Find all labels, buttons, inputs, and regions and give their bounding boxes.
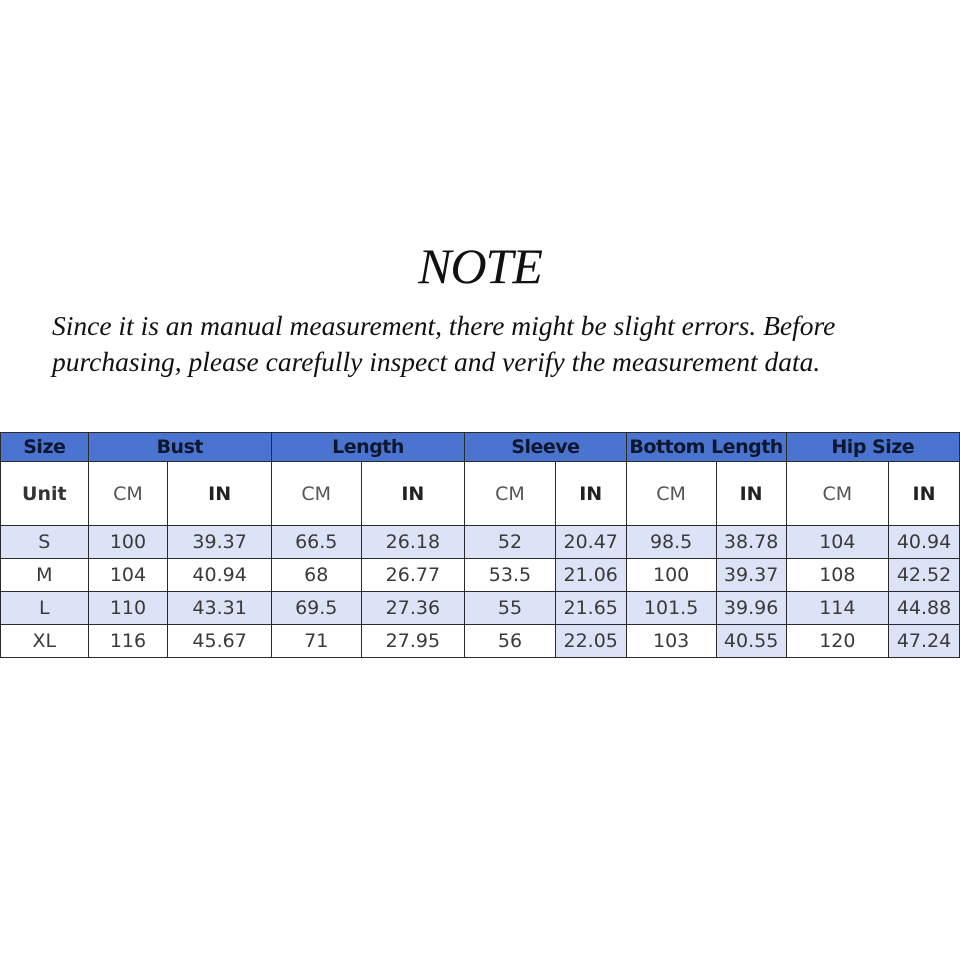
cell-bust-in: 39.37 (168, 526, 272, 559)
cell-bottom-in: 40.55 (716, 625, 786, 658)
cell-sleeve-cm: 52 (465, 526, 556, 559)
cell-length-cm: 66.5 (271, 526, 361, 559)
cell-length-cm: 69.5 (271, 592, 361, 625)
header-size: Size (1, 433, 89, 462)
unit-length-in: IN (361, 462, 465, 526)
unit-hip-cm: CM (786, 462, 888, 526)
cell-hip-in: 40.94 (889, 526, 960, 559)
cell-bust-in: 40.94 (168, 559, 272, 592)
unit-bottom-in: IN (716, 462, 786, 526)
cell-sleeve-in: 20.47 (555, 526, 626, 559)
header-bottom-length: Bottom Length (626, 433, 786, 462)
cell-bottom-cm: 101.5 (626, 592, 716, 625)
cell-bust-in: 45.67 (168, 625, 272, 658)
cell-bust-cm: 116 (88, 625, 168, 658)
note-title: NOTE (418, 238, 542, 294)
cell-length-in: 26.77 (361, 559, 465, 592)
unit-hip-in: IN (889, 462, 960, 526)
cell-hip-in: 42.52 (889, 559, 960, 592)
cell-sleeve-in: 22.05 (555, 625, 626, 658)
cell-length-in: 26.18 (361, 526, 465, 559)
cell-length-cm: 71 (271, 625, 361, 658)
cell-bust-cm: 100 (88, 526, 168, 559)
table-row (1, 559, 960, 592)
unit-bust-in: IN (168, 462, 272, 526)
unit-length-cm: CM (271, 462, 361, 526)
cell-length-cm: 68 (271, 559, 361, 592)
note-line-1: Since it is an manual measurement, there might be slight errors. Before (52, 310, 836, 341)
header-row (1, 433, 960, 462)
cell-bottom-in: 39.37 (716, 559, 786, 592)
cell-sleeve-in: 21.65 (555, 592, 626, 625)
unit-sleeve-cm: CM (465, 462, 556, 526)
cell-size: XL (1, 625, 89, 658)
cell-size: S (1, 526, 89, 559)
cell-hip-cm: 108 (786, 559, 888, 592)
unit-bottom-cm: CM (626, 462, 716, 526)
unit-row (1, 462, 960, 526)
cell-length-in: 27.95 (361, 625, 465, 658)
cell-bust-cm: 104 (88, 559, 168, 592)
cell-sleeve-cm: 53.5 (465, 559, 556, 592)
cell-bottom-in: 39.96 (716, 592, 786, 625)
cell-hip-in: 44.88 (889, 592, 960, 625)
cell-bust-in: 43.31 (168, 592, 272, 625)
cell-bottom-in: 38.78 (716, 526, 786, 559)
unit-sleeve-in: IN (555, 462, 626, 526)
cell-size: L (1, 592, 89, 625)
cell-size: M (1, 559, 89, 592)
table-row (1, 592, 960, 625)
header-hip-size: Hip Size (786, 433, 959, 462)
unit-label: Unit (1, 462, 89, 526)
cell-sleeve-cm: 55 (465, 592, 556, 625)
cell-bottom-cm: 98.5 (626, 526, 716, 559)
header-bust: Bust (88, 433, 271, 462)
cell-length-in: 27.36 (361, 592, 465, 625)
cell-sleeve-in: 21.06 (555, 559, 626, 592)
cell-hip-in: 47.24 (889, 625, 960, 658)
size-chart-table (0, 432, 960, 658)
cell-hip-cm: 114 (786, 592, 888, 625)
cell-bust-cm: 110 (88, 592, 168, 625)
note-text (52, 308, 942, 380)
cell-bottom-cm: 100 (626, 559, 716, 592)
unit-bust-cm: CM (88, 462, 168, 526)
table-row (1, 625, 960, 658)
note-line-2: purchasing, please carefully inspect and verify the measurement data. (52, 346, 821, 377)
header-sleeve: Sleeve (465, 433, 626, 462)
cell-hip-cm: 120 (786, 625, 888, 658)
cell-hip-cm: 104 (786, 526, 888, 559)
header-length: Length (271, 433, 464, 462)
table-row (1, 526, 960, 559)
cell-sleeve-cm: 56 (465, 625, 556, 658)
cell-bottom-cm: 103 (626, 625, 716, 658)
